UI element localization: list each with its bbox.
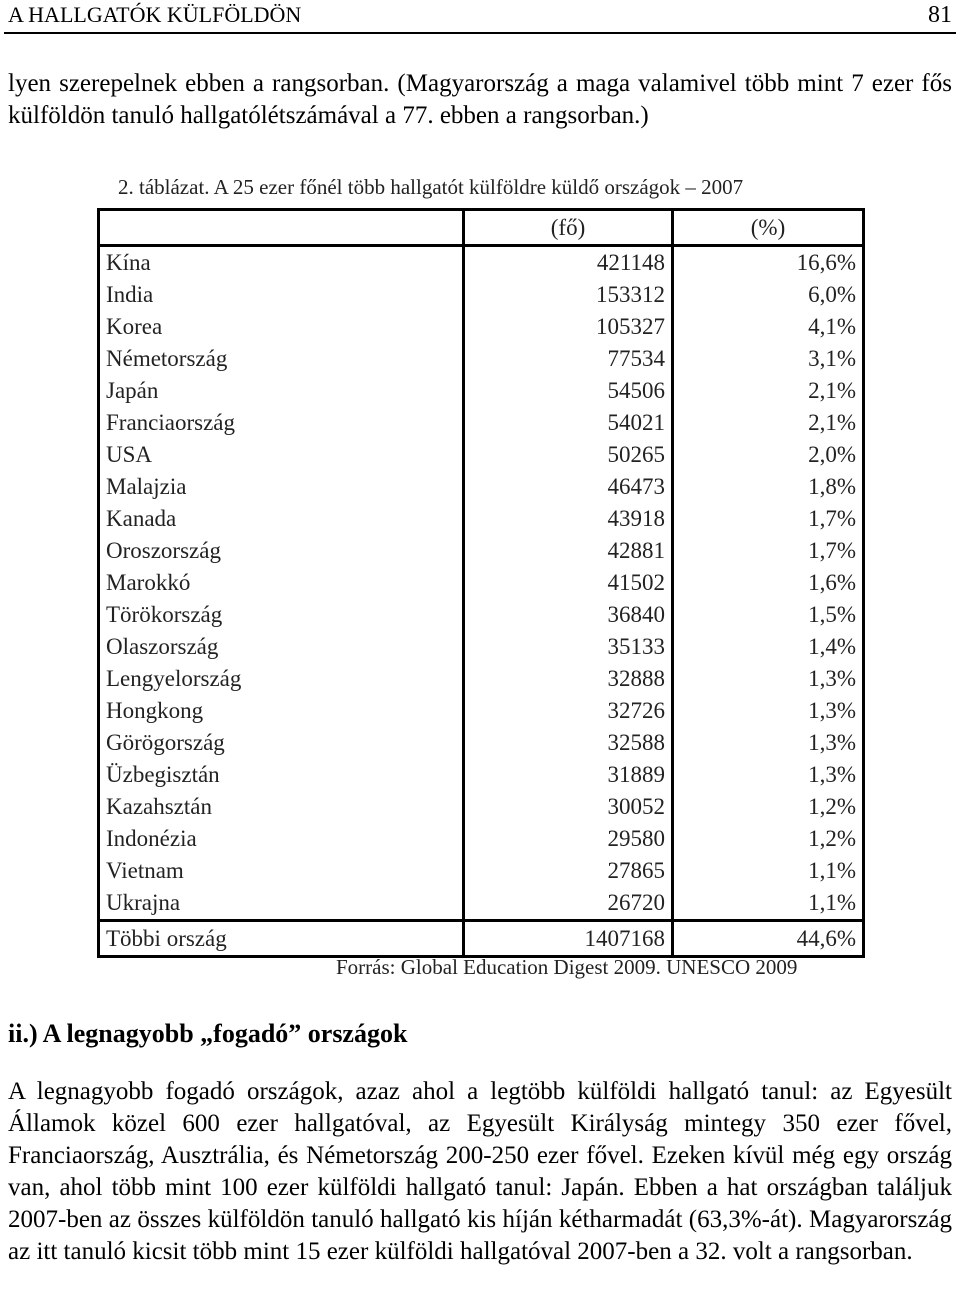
percent-cell: 3,1%: [673, 343, 864, 375]
count-cell: 31889: [464, 759, 673, 791]
table-row: [99, 727, 864, 759]
percent-cell: 1,6%: [673, 567, 864, 599]
percent-cell: 1,5%: [673, 599, 864, 631]
table-row: [99, 791, 864, 823]
table-body: [99, 246, 864, 957]
count-cell: 30052: [464, 791, 673, 823]
table-row: [99, 855, 864, 887]
table-header-row: [99, 210, 864, 246]
percent-cell: 1,7%: [673, 503, 864, 535]
count-cell: 36840: [464, 599, 673, 631]
table-row: [99, 535, 864, 567]
table-row: [99, 695, 864, 727]
count-cell: 32726: [464, 695, 673, 727]
country-cell: Hongkong: [99, 695, 464, 727]
table-row: [99, 343, 864, 375]
count-cell: 27865: [464, 855, 673, 887]
students-abroad-table: [97, 208, 865, 958]
country-cell: Lengyelország: [99, 663, 464, 695]
column-header-percent: (%): [673, 210, 864, 246]
table-caption: 2. táblázat. A 25 ezer főnél több hallgatót külföldre küldő országok – 2007: [118, 175, 744, 199]
country-cell: Üzbegisztán: [99, 759, 464, 791]
percent-cell: 2,1%: [673, 375, 864, 407]
count-cell: 32888: [464, 663, 673, 695]
section-paragraph: A legnagyobb fogadó országok, azaz ahol a legtöbb külföldi hallgató tanul: az Egyesült Államok közel 600 ezer hallgatóval, az Egyesült Királyság mintegy 350 ezer fővel, Franciaország, Ausztrália, és Németország 200-250 ezer fővel. Ezeken kívül még egy ország van, ahol több mint 100 ezer külföldi hallgató tanul: Japán. Ebben a hat országban találjuk 2007-ben az összes külföldön tanuló hallgató kis híján kétharmadát (63,3%-át). Magyarország az itt tanuló kicsit több mint 15 ezer külföldi hallgatóval 2007-ben a 32. volt a rangsorban.: [8, 1078, 952, 1265]
table-source-note: Forrás: Global Education Digest 2009. UNESCO 2009: [336, 955, 798, 979]
table-row: [99, 471, 864, 503]
count-cell: 32588: [464, 727, 673, 759]
count-cell: 77534: [464, 343, 673, 375]
percent-cell: 1,3%: [673, 727, 864, 759]
table-row: [99, 246, 864, 280]
count-cell: 153312: [464, 279, 673, 311]
country-cell: Kazahsztán: [99, 791, 464, 823]
percent-cell: 1,3%: [673, 695, 864, 727]
country-cell: Görögország: [99, 727, 464, 759]
country-cell: Törökország: [99, 599, 464, 631]
percent-cell: 2,0%: [673, 439, 864, 471]
country-cell: Marokkó: [99, 567, 464, 599]
table-row: [99, 823, 864, 855]
count-cell: 421148: [464, 246, 673, 280]
country-cell: Németország: [99, 343, 464, 375]
table-row: [99, 759, 864, 791]
percent-cell: 1,8%: [673, 471, 864, 503]
intro-paragraph: lyen szerepelnek ebben a rangsorban. (Magyarország a maga valamivel több mint 7 ezer fős külföldön tanuló hallgatólétszámával a 77. ebben a rangsorban.): [8, 70, 952, 129]
count-cell: 54506: [464, 375, 673, 407]
count-cell: 43918: [464, 503, 673, 535]
table-row: [99, 631, 864, 663]
count-cell: 42881: [464, 535, 673, 567]
running-title: A HALLGATÓK KÜLFÖLDÖN: [8, 2, 302, 27]
percent-cell: 1,3%: [673, 663, 864, 695]
percent-cell: 4,1%: [673, 311, 864, 343]
running-header: [4, 0, 956, 34]
country-cell: Oroszország: [99, 535, 464, 567]
table-row: [99, 567, 864, 599]
country-cell: Kanada: [99, 503, 464, 535]
count-cell: 41502: [464, 567, 673, 599]
count-cell: 50265: [464, 439, 673, 471]
table-row: [99, 439, 864, 471]
column-header-count: (fő): [464, 210, 673, 246]
country-cell: Japán: [99, 375, 464, 407]
percent-cell: 1,4%: [673, 631, 864, 663]
country-cell: India: [99, 279, 464, 311]
count-cell: 105327: [464, 311, 673, 343]
table-row: [99, 887, 864, 921]
percent-cell: 1,7%: [673, 535, 864, 567]
count-cell: 26720: [464, 887, 673, 921]
percent-cell: 6,0%: [673, 279, 864, 311]
count-cell: 46473: [464, 471, 673, 503]
percent-cell: 1,3%: [673, 759, 864, 791]
table-row: [99, 599, 864, 631]
table-row: [99, 279, 864, 311]
country-cell: Kína: [99, 246, 464, 280]
country-cell: Ukrajna: [99, 887, 464, 921]
country-cell: Korea: [99, 311, 464, 343]
country-cell: Többi ország: [99, 921, 464, 957]
table-row: [99, 375, 864, 407]
country-cell: Vietnam: [99, 855, 464, 887]
country-cell: Malajzia: [99, 471, 464, 503]
percent-cell: 1,2%: [673, 823, 864, 855]
count-cell: 35133: [464, 631, 673, 663]
column-header-country: [99, 210, 464, 246]
country-cell: Indonézia: [99, 823, 464, 855]
section-heading: ii.) A legnagyobb „fogadó” országok: [8, 1019, 408, 1048]
count-cell: 29580: [464, 823, 673, 855]
percent-cell: 1,2%: [673, 791, 864, 823]
percent-cell: 16,6%: [673, 246, 864, 280]
count-cell: 54021: [464, 407, 673, 439]
table-row: [99, 663, 864, 695]
percent-cell: 44,6%: [673, 921, 864, 957]
percent-cell: 1,1%: [673, 887, 864, 921]
percent-cell: 2,1%: [673, 407, 864, 439]
country-cell: Franciaország: [99, 407, 464, 439]
table-row: [99, 311, 864, 343]
percent-cell: 1,1%: [673, 855, 864, 887]
count-cell: 1407168: [464, 921, 673, 957]
page-number: 81: [928, 2, 952, 28]
country-cell: Olaszország: [99, 631, 464, 663]
table-row: [99, 407, 864, 439]
country-cell: USA: [99, 439, 464, 471]
table-row: [99, 503, 864, 535]
